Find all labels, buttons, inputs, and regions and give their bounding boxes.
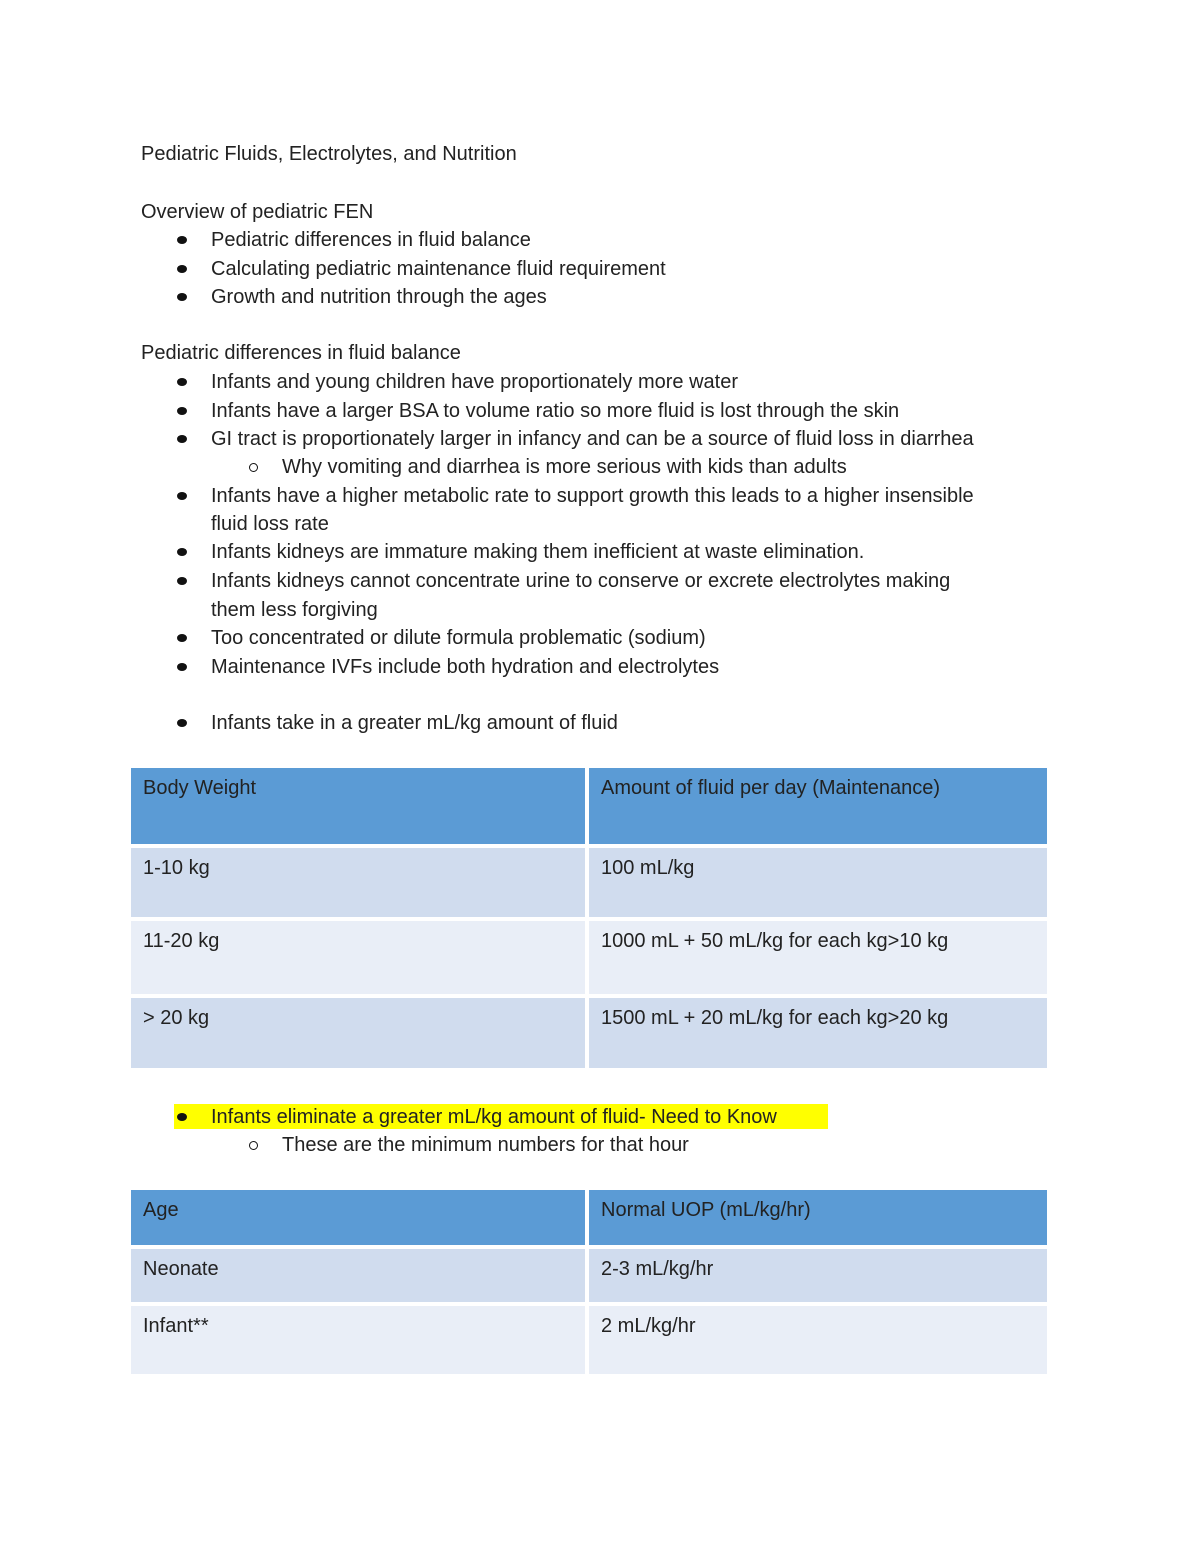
list-item: Too concentrated or dilute formula problematic (sodium): [211, 627, 706, 649]
list-item: Infants kidneys are immature making them inefficient at waste elimination.: [211, 541, 865, 563]
table-header-cell: Age: [131, 1190, 589, 1249]
table-cell: 11-20 kg: [131, 921, 589, 998]
table-cell: Neonate: [131, 1249, 589, 1306]
list-item: Calculating pediatric maintenance fluid requirement: [211, 258, 666, 280]
bullet-icon: [177, 236, 187, 244]
table-cell: 100 mL/kg: [589, 848, 1047, 921]
document-title: Pediatric Fluids, Electrolytes, and Nutrition: [141, 143, 517, 165]
table-row: [131, 1249, 1047, 1306]
list-item: Infants kidneys cannot concentrate urine to conserve or excrete electrolytes making: [211, 570, 951, 592]
table-cell: 2-3 mL/kg/hr: [589, 1249, 1047, 1306]
bullet-icon: [177, 548, 187, 556]
sub-bullet-icon: [249, 1141, 258, 1150]
list-item-continuation: fluid loss rate: [211, 513, 329, 535]
table-cell: 1000 mL + 50 mL/kg for each kg>10 kg: [589, 921, 1047, 998]
bullet-icon: [177, 407, 187, 415]
table-header-cell: Body Weight: [131, 768, 589, 848]
sub-list-item: These are the minimum numbers for that hour: [282, 1134, 689, 1156]
table-header-cell: Amount of fluid per day (Maintenance): [589, 768, 1047, 848]
list-item: GI tract is proportionately larger in infancy and can be a source of fluid loss in diarrhea: [211, 428, 974, 450]
table-cell: 2 mL/kg/hr: [589, 1306, 1047, 1378]
bullet-icon: [177, 577, 187, 585]
bullet-icon: [177, 293, 187, 301]
list-item: Infants take in a greater mL/kg amount of fluid: [211, 712, 618, 734]
table-row: [131, 921, 1047, 998]
bullet-icon: [177, 435, 187, 443]
overview-heading: Overview of pediatric FEN: [141, 201, 374, 223]
table-cell: Infant**: [131, 1306, 589, 1378]
table-row: [131, 1306, 1047, 1378]
sub-bullet-icon: [249, 463, 258, 472]
table-row: [131, 998, 1047, 1072]
bullet-icon: [177, 492, 187, 500]
urine-output-table: [131, 1190, 1047, 1378]
table-cell: > 20 kg: [131, 998, 589, 1072]
list-item: Pediatric differences in fluid balance: [211, 229, 531, 251]
table-header-cell: Normal UOP (mL/kg/hr): [589, 1190, 1047, 1249]
bullet-icon: [177, 265, 187, 273]
list-item: Infants and young children have proportionately more water: [211, 371, 738, 393]
list-item: Infants have a higher metabolic rate to support growth this leads to a higher insensible: [211, 485, 974, 507]
bullet-icon: [177, 719, 187, 727]
bullet-icon: [177, 663, 187, 671]
list-item-continuation: them less forgiving: [211, 599, 378, 621]
table-header-row: [131, 768, 1047, 848]
table-row: [131, 848, 1047, 921]
bullet-icon: [177, 634, 187, 642]
table-header-row: [131, 1190, 1047, 1249]
table-cell: 1500 mL + 20 mL/kg for each kg>20 kg: [589, 998, 1047, 1072]
table-cell: 1-10 kg: [131, 848, 589, 921]
bullet-icon: [177, 1113, 187, 1121]
list-item: Infants have a larger BSA to volume ratio so more fluid is lost through the skin: [211, 400, 900, 422]
differences-heading: Pediatric differences in fluid balance: [141, 342, 461, 364]
bullet-icon: [177, 378, 187, 386]
sub-list-item: Why vomiting and diarrhea is more serious with kids than adults: [282, 456, 847, 478]
list-item: Growth and nutrition through the ages: [211, 286, 547, 308]
list-item: Maintenance IVFs include both hydration and electrolytes: [211, 656, 720, 678]
highlighted-list-item: Infants eliminate a greater mL/kg amount of fluid- Need to Know: [211, 1106, 777, 1128]
maintenance-fluid-table: [131, 768, 1047, 1072]
